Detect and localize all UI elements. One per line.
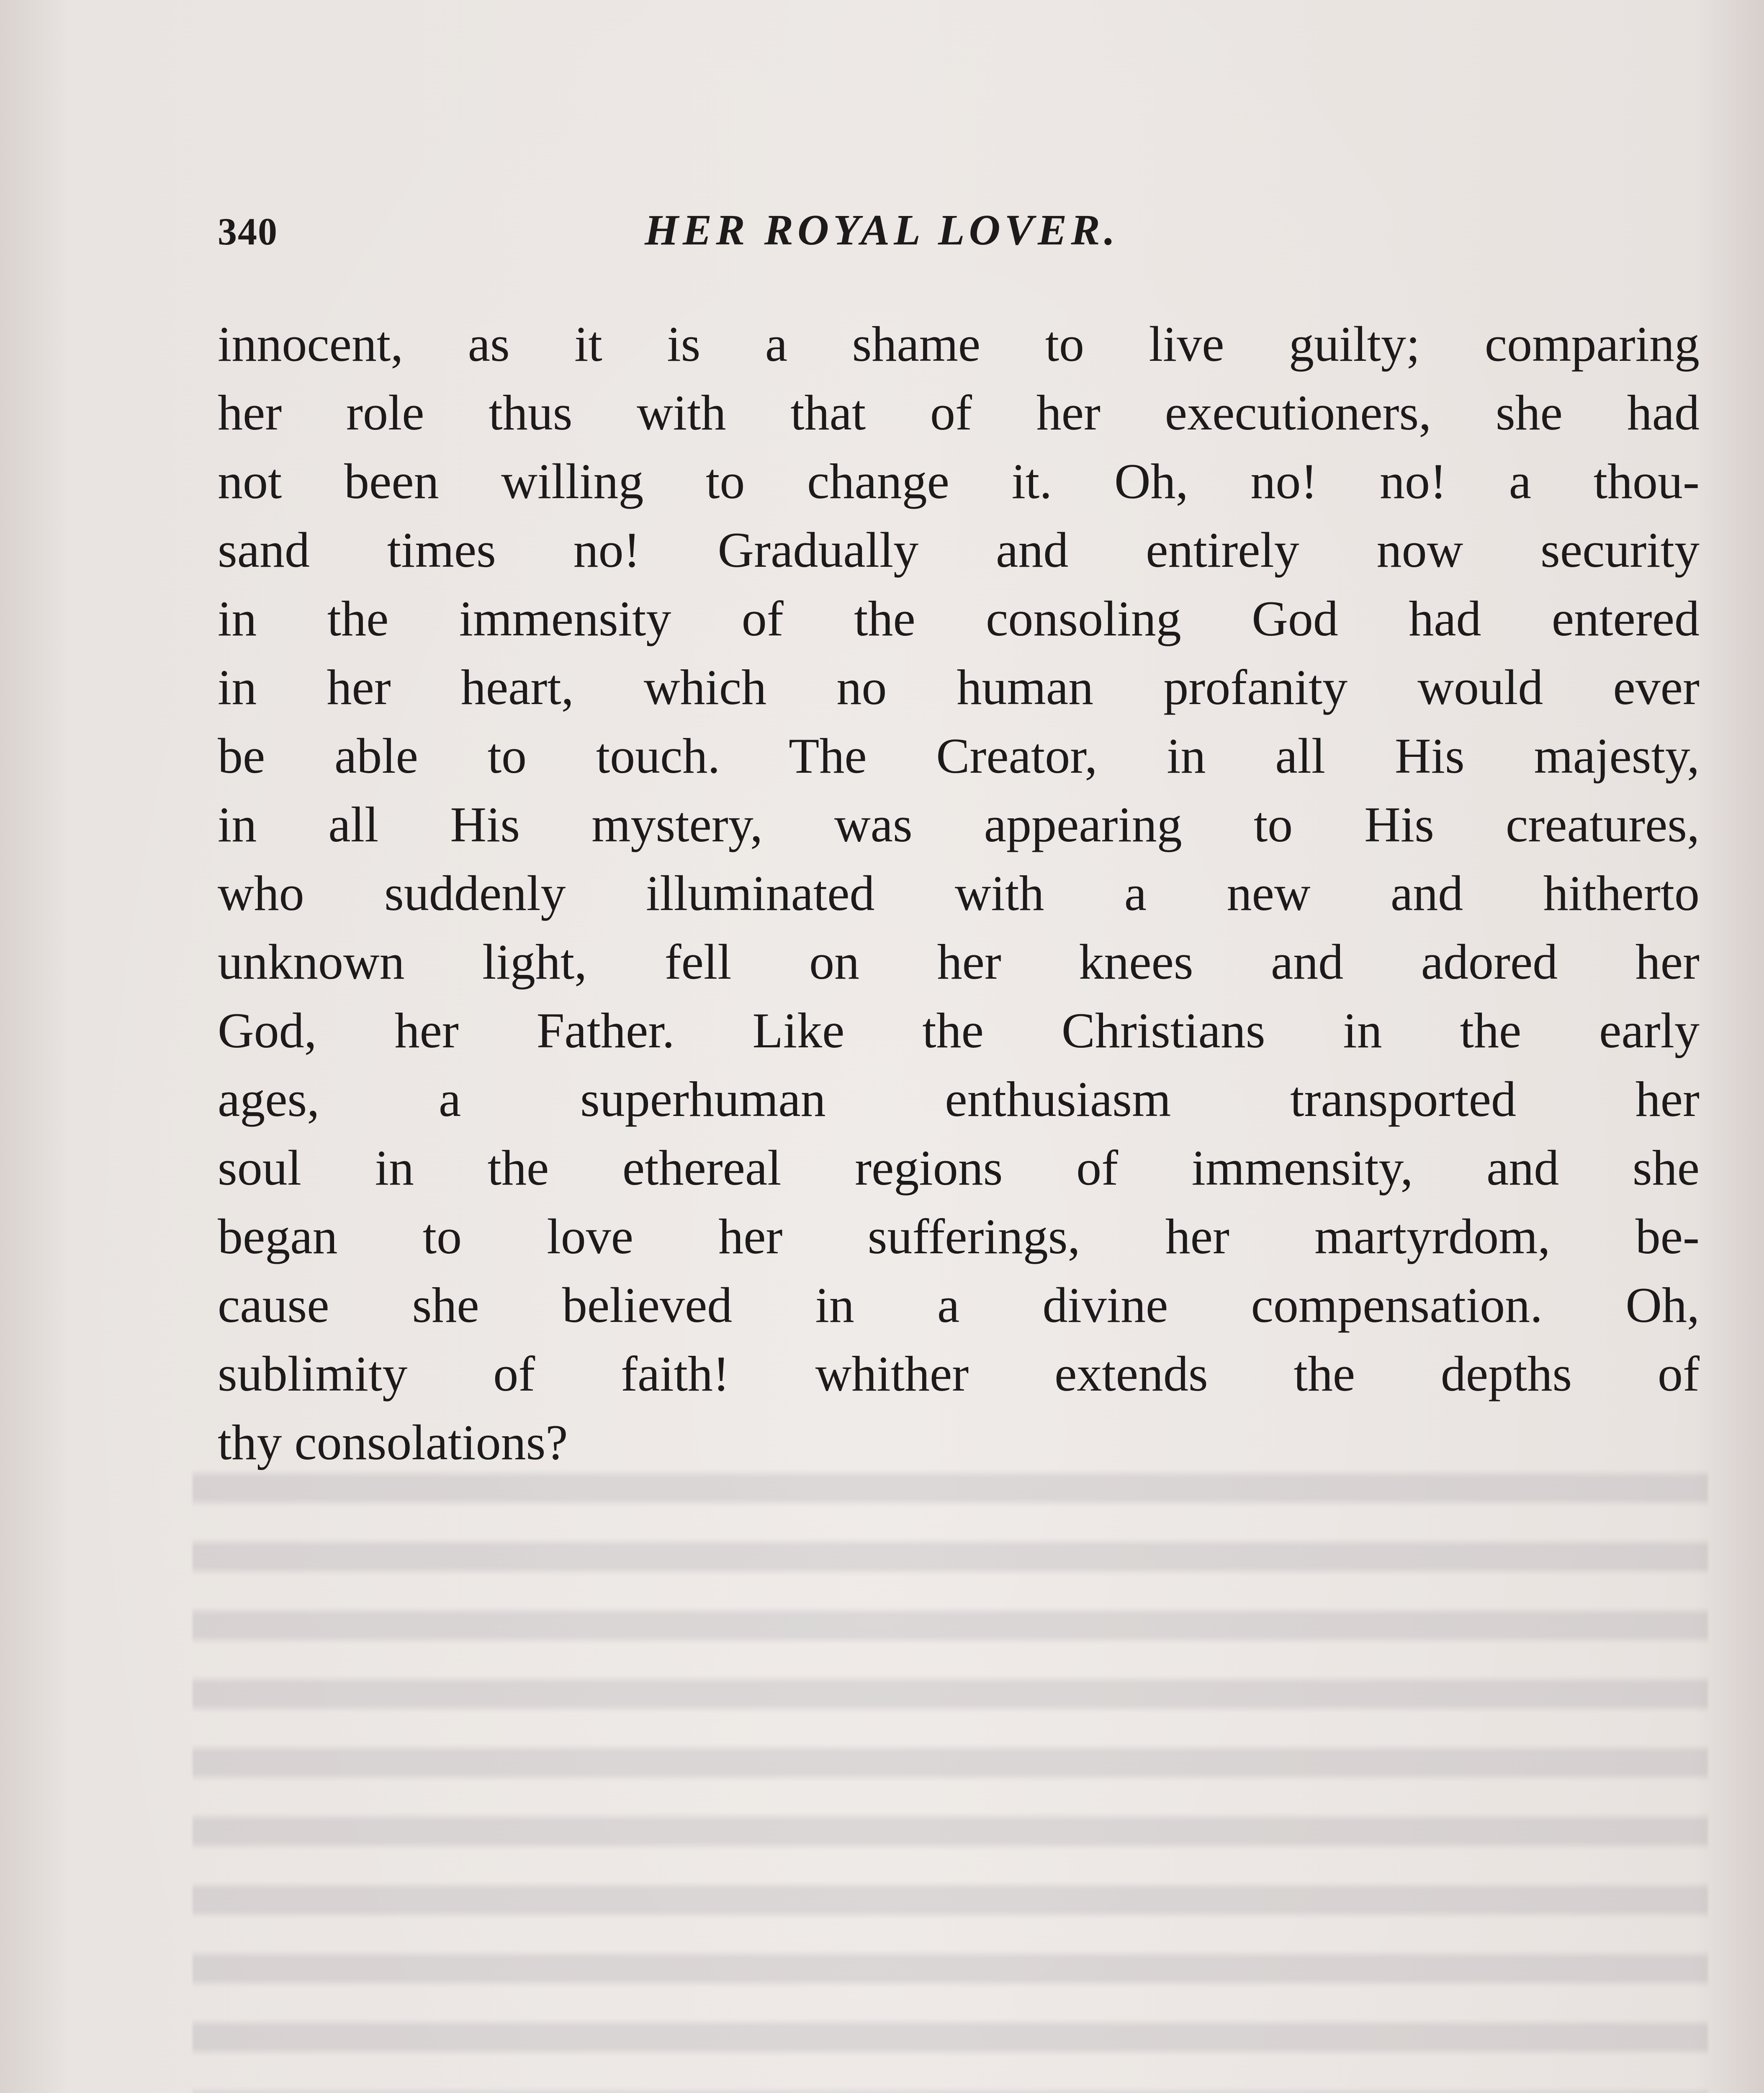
text-line: be able to touch. The Creator, in all His majesty, xyxy=(218,728,1700,784)
text-line: soul in the ethereal regions of immensity, and she xyxy=(218,1140,1700,1196)
text-line: innocent, as it is a shame to live guilty; comparing xyxy=(218,316,1700,372)
page-header xyxy=(218,201,1704,268)
text-line: thy consolations? xyxy=(218,1414,568,1470)
text-line: began to love her sufferings, her martyrdom, be- xyxy=(218,1208,1700,1264)
text-line: in her heart, which no human profanity would ever xyxy=(218,659,1700,715)
text-line: who suddenly illuminated with a new and hitherto xyxy=(218,865,1700,921)
text-line: God, her Father. Like the Christians in the early xyxy=(218,1003,1700,1058)
text-line: cause she believed in a divine compensation. Oh, xyxy=(218,1277,1700,1333)
running-head: HER ROYAL LOVER. xyxy=(645,206,1119,254)
text-line: her role thus with that of her executioners, she had xyxy=(218,385,1700,440)
text-line: unknown light, fell on her knees and adored her xyxy=(218,934,1700,990)
text-line: in all His mystery, was appearing to His creatures, xyxy=(218,797,1700,852)
text-line: sublimity of faith! whither extends the depths of xyxy=(218,1346,1700,1401)
text-line: ages, a superhuman enthusiasm transported her xyxy=(218,1071,1700,1127)
text-line: in the immensity of the consoling God had entered xyxy=(218,591,1700,646)
text-line: sand times no! Gradually and entirely now security xyxy=(218,522,1700,578)
page-number: 340 xyxy=(218,210,278,253)
show-through-text xyxy=(193,1453,1708,2093)
body-text xyxy=(218,310,1700,1477)
text-line: not been willing to change it. Oh, no! no! a thou- xyxy=(218,453,1700,509)
